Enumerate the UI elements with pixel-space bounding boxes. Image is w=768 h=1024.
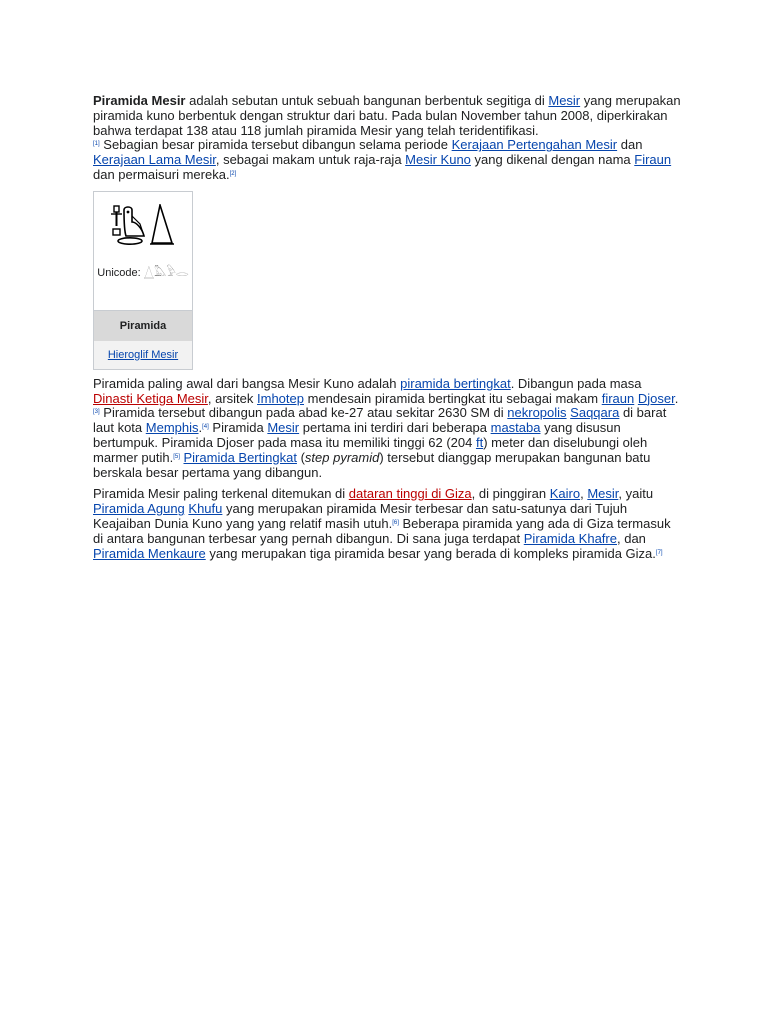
reference-3[interactable]: [3] (93, 409, 100, 416)
text: Piramida paling awal dari bangsa Mesir Kuno adalah (93, 375, 401, 391)
link-khufu[interactable]: Khufu (188, 501, 223, 517)
text: . (674, 390, 679, 406)
link-ft[interactable]: ft (475, 434, 484, 450)
link-saqqara[interactable]: Saqqara (570, 405, 620, 421)
link-kairo[interactable]: Kairo (549, 486, 581, 502)
infobox-title: Piramida (94, 311, 192, 341)
unicode-label: Unicode: (97, 266, 144, 279)
reference-2[interactable]: [2] (229, 170, 237, 177)
text: , yaitu (618, 486, 654, 502)
text: pertama ini terdiri dari beberapa (299, 420, 491, 436)
text: , dan (616, 530, 646, 546)
link-piramida-khafre[interactable]: Piramida Khafre (523, 530, 617, 546)
article-body (93, 94, 683, 561)
text: mendesain piramida bertingkat itu sebagai makam (304, 390, 602, 406)
text: yang merupakan piramida Mesir terbesar dan satu-satunya dari Tujuh Keajaiban Dunia Kuno yang yang relatif masih utuh. (93, 501, 628, 531)
paragraph-early-pyramids (93, 377, 683, 481)
link-kerajaan-pertengahan[interactable]: Kerajaan Pertengahan Mesir (451, 137, 618, 153)
reference-1[interactable]: [1] (93, 141, 100, 148)
text: adalah sebutan untuk sebuah bangunan berbentuk segitiga di (185, 93, 549, 108)
paragraph-giza (93, 487, 683, 561)
pyramid-hieroglyph-icon (110, 204, 176, 246)
paragraph-intro (93, 94, 683, 183)
text: dan permaisuri mereka. (93, 166, 230, 182)
link-firaun[interactable]: Firaun (634, 152, 672, 168)
link-mesir[interactable]: Mesir (587, 486, 619, 502)
unicode-glyphs: 𓉴𓅓𓅱𓂋 (143, 266, 189, 279)
link-piramida-agung[interactable]: Piramida Agung (93, 501, 185, 517)
text: yang dikenal dengan nama (470, 152, 635, 168)
link-dataran-tinggi-giza[interactable]: dataran tinggi di Giza (348, 486, 472, 502)
text: , sebagai makam untuk raja-raja (215, 152, 406, 168)
text: ) tersebut dianggap merupakan bangunan batu berskala besar pertama yang dibangun. (93, 449, 651, 480)
text: yang merupakan tiga piramida besar yang berada di kompleks piramida Giza. (205, 545, 656, 561)
text: , arsitek (207, 390, 258, 406)
infobox-footer (94, 341, 192, 369)
text: dan (617, 137, 643, 153)
text: , (580, 486, 588, 502)
text: ) meter dan diselubungi oleh marmer putih. (93, 434, 648, 465)
link-kerajaan-lama[interactable]: Kerajaan Lama Mesir (93, 152, 216, 168)
link-memphis[interactable]: Memphis (145, 420, 199, 436)
link-mesir[interactable]: Mesir (267, 420, 300, 436)
link-mesir[interactable]: Mesir (548, 93, 581, 108)
link-piramida-bertingkat-2[interactable]: Piramida Bertingkat (183, 449, 297, 465)
text: yang disusun bertumpuk. Piramida Djoser pada masa itu memiliki tinggi 62 (204 (93, 420, 621, 450)
link-mesir-kuno[interactable]: Mesir Kuno (405, 152, 471, 168)
text: Piramida tersebut dibangun pada abad ke-27 atau sekitar 2630 SM di (99, 405, 508, 421)
link-mastaba[interactable]: mastaba (490, 420, 541, 436)
link-hieroglif-mesir[interactable]: Hieroglif Mesir (107, 348, 179, 361)
text: Sebagian besar piramida tersebut dibangun selama periode (99, 137, 452, 153)
link-dinasti-ketiga-mesir[interactable]: Dinasti Ketiga Mesir (93, 390, 208, 406)
reference-4[interactable]: [4] (202, 424, 209, 431)
text: Beberapa piramida yang ada di Giza termasuk di antara bangunan terbesar yang pernah dibangun. Di sana juga terdapat (93, 515, 671, 546)
text: . Dibangun pada masa (510, 375, 642, 391)
text: di barat laut kota (93, 405, 667, 436)
text: yang merupakan piramida kuno berbentuk dengan struktur dari batu. Pada bulan November tahun 2008, diperkirakan bahwa terdapat 138 atau 118 jumlah piramida Mesir yang telah teridentifikasi. (93, 93, 681, 138)
link-nekropolis[interactable]: nekropolis (507, 405, 567, 421)
text: Piramida Mesir paling terkenal ditemukan di (93, 486, 349, 502)
link-djoser[interactable]: Djoser (637, 390, 675, 406)
text: ( (296, 449, 305, 465)
reference-6[interactable]: [6] (392, 519, 399, 526)
reference-7[interactable]: [7] (655, 549, 663, 556)
article-title-bold: Piramida Mesir (93, 93, 186, 108)
link-imhotep[interactable]: Imhotep (257, 390, 304, 406)
hieroglyph-infobox (93, 191, 193, 370)
text: Piramida (208, 420, 268, 436)
link-piramida-bertingkat[interactable]: piramida bertingkat (400, 375, 511, 391)
reference-5[interactable]: [5] (173, 453, 180, 460)
link-piramida-menkaure[interactable]: Piramida Menkaure (93, 545, 206, 561)
infobox-image (94, 192, 192, 311)
italic-step-pyramid: step pyramid (304, 449, 380, 465)
link-firaun-lower[interactable]: firaun (601, 390, 635, 406)
text: . (198, 420, 203, 436)
text: , di pinggiran (471, 486, 550, 502)
unicode-line (94, 266, 192, 280)
